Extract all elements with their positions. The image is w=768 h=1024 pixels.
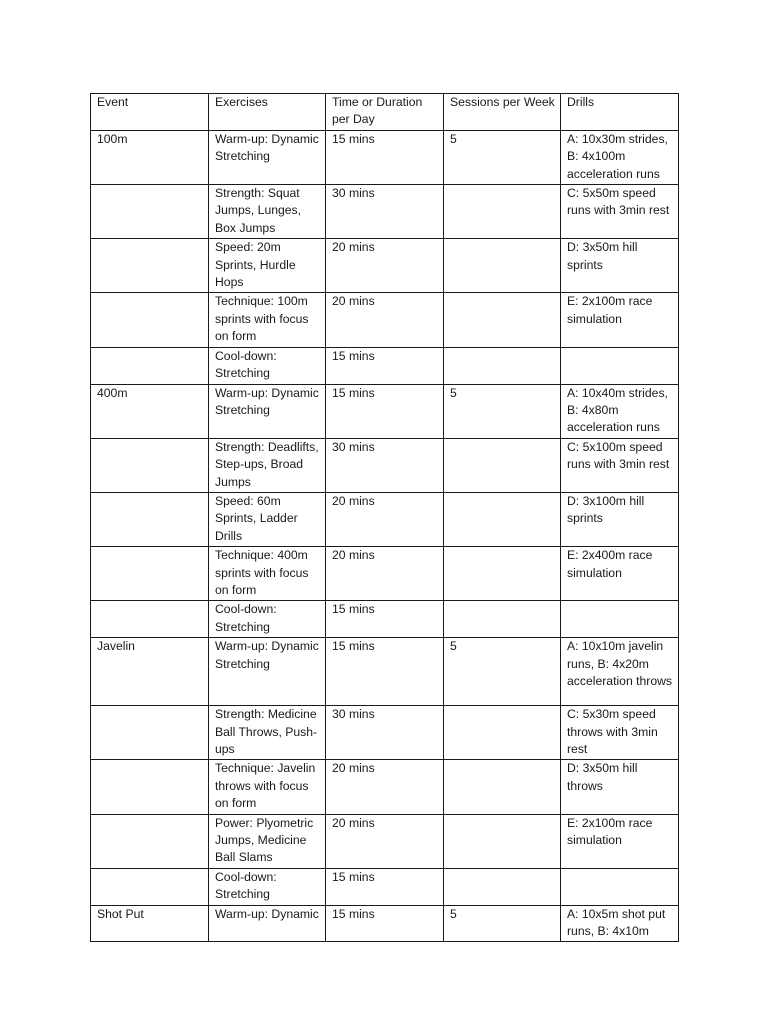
cell-sessions: 5 xyxy=(444,638,561,706)
table-row xyxy=(91,347,679,384)
table-body xyxy=(91,130,679,942)
cell-time: 15 mins xyxy=(326,130,444,184)
cell-sessions xyxy=(444,706,561,760)
cell-sessions xyxy=(444,438,561,492)
cell-time: 30 mins xyxy=(326,706,444,760)
table-row xyxy=(91,239,679,293)
cell-event xyxy=(91,814,209,868)
cell-exercise: Warm-up: Dynamic xyxy=(209,905,326,942)
cell-time: 20 mins xyxy=(326,239,444,293)
cell-sessions xyxy=(444,293,561,347)
cell-exercise: Power: Plyometric Jumps, Medicine Ball Slams xyxy=(209,814,326,868)
cell-time: 15 mins xyxy=(326,638,444,706)
cell-exercise: Strength: Medicine Ball Throws, Push-ups xyxy=(209,706,326,760)
cell-event xyxy=(91,760,209,814)
cell-event xyxy=(91,239,209,293)
cell-event: Shot Put xyxy=(91,905,209,942)
cell-drills: D: 3x100m hill sprints xyxy=(561,492,679,546)
cell-time: 20 mins xyxy=(326,814,444,868)
cell-exercise: Strength: Squat Jumps, Lunges, Box Jumps xyxy=(209,185,326,239)
cell-event: Javelin xyxy=(91,638,209,706)
cell-exercise: Technique: 100m sprints with focus on form xyxy=(209,293,326,347)
cell-exercise: Warm-up: Dynamic Stretching xyxy=(209,638,326,706)
cell-drills: A: 10x40m strides, B: 4x80m acceleration runs xyxy=(561,384,679,438)
cell-time: 15 mins xyxy=(326,347,444,384)
cell-event: 100m xyxy=(91,130,209,184)
table-row xyxy=(91,814,679,868)
cell-sessions xyxy=(444,185,561,239)
cell-exercise: Technique: 400m sprints with focus on form xyxy=(209,547,326,601)
cell-drills xyxy=(561,601,679,638)
cell-drills: D: 3x50m hill throws xyxy=(561,760,679,814)
cell-drills: C: 5x100m speed runs with 3min rest xyxy=(561,438,679,492)
cell-sessions: 5 xyxy=(444,905,561,942)
cell-exercise: Strength: Deadlifts, Step-ups, Broad Jumps xyxy=(209,438,326,492)
cell-exercise: Cool-down: Stretching xyxy=(209,601,326,638)
cell-time: 15 mins xyxy=(326,905,444,942)
cell-drills xyxy=(561,347,679,384)
cell-time: 30 mins xyxy=(326,185,444,239)
cell-event xyxy=(91,347,209,384)
table-row xyxy=(91,130,679,184)
header-event: Event xyxy=(91,94,209,131)
cell-sessions: 5 xyxy=(444,130,561,184)
cell-event xyxy=(91,185,209,239)
header-row xyxy=(91,94,679,131)
cell-sessions xyxy=(444,492,561,546)
training-schedule-table xyxy=(90,93,679,942)
cell-sessions xyxy=(444,239,561,293)
cell-drills: E: 2x400m race simulation xyxy=(561,547,679,601)
cell-event xyxy=(91,492,209,546)
cell-exercise: Speed: 20m Sprints, Hurdle Hops xyxy=(209,239,326,293)
cell-time: 20 mins xyxy=(326,547,444,601)
cell-time: 15 mins xyxy=(326,384,444,438)
cell-exercise: Cool-down: Stretching xyxy=(209,347,326,384)
cell-drills: A: 10x5m shot put runs, B: 4x10m xyxy=(561,905,679,942)
cell-sessions xyxy=(444,760,561,814)
cell-event: 400m xyxy=(91,384,209,438)
cell-time: 15 mins xyxy=(326,868,444,905)
table-row xyxy=(91,905,679,942)
table-row xyxy=(91,492,679,546)
cell-sessions xyxy=(444,347,561,384)
cell-sessions xyxy=(444,814,561,868)
header-time: Time or Duration per Day xyxy=(326,94,444,131)
cell-time: 20 mins xyxy=(326,760,444,814)
cell-event xyxy=(91,868,209,905)
table-row xyxy=(91,384,679,438)
cell-exercise: Warm-up: Dynamic Stretching xyxy=(209,130,326,184)
cell-drills: C: 5x30m speed throws with 3min rest xyxy=(561,706,679,760)
table-row xyxy=(91,706,679,760)
cell-drills: C: 5x50m speed runs with 3min rest xyxy=(561,185,679,239)
cell-sessions xyxy=(444,547,561,601)
cell-time: 30 mins xyxy=(326,438,444,492)
header-sessions: Sessions per Week xyxy=(444,94,561,131)
cell-drills: D: 3x50m hill sprints xyxy=(561,239,679,293)
header-exercises: Exercises xyxy=(209,94,326,131)
cell-drills: E: 2x100m race simulation xyxy=(561,814,679,868)
table-header xyxy=(91,94,679,131)
table-row xyxy=(91,868,679,905)
cell-event xyxy=(91,547,209,601)
header-drills: Drills xyxy=(561,94,679,131)
table-row xyxy=(91,638,679,706)
table-row xyxy=(91,547,679,601)
table-row xyxy=(91,293,679,347)
cell-drills xyxy=(561,868,679,905)
table-row xyxy=(91,760,679,814)
table-row xyxy=(91,185,679,239)
cell-event xyxy=(91,706,209,760)
cell-sessions xyxy=(444,868,561,905)
cell-time: 20 mins xyxy=(326,492,444,546)
cell-exercise: Cool-down: Stretching xyxy=(209,868,326,905)
cell-exercise: Warm-up: Dynamic Stretching xyxy=(209,384,326,438)
table-row xyxy=(91,438,679,492)
cell-drills: E: 2x100m race simulation xyxy=(561,293,679,347)
cell-event xyxy=(91,293,209,347)
cell-sessions xyxy=(444,601,561,638)
cell-drills: A: 10x30m strides, B: 4x100m acceleration runs xyxy=(561,130,679,184)
cell-event xyxy=(91,438,209,492)
cell-event xyxy=(91,601,209,638)
cell-exercise: Speed: 60m Sprints, Ladder Drills xyxy=(209,492,326,546)
cell-time: 20 mins xyxy=(326,293,444,347)
cell-time: 15 mins xyxy=(326,601,444,638)
cell-exercise: Technique: Javelin throws with focus on form xyxy=(209,760,326,814)
cell-drills: A: 10x10m javelin runs, B: 4x20m acceleration throws xyxy=(561,638,679,706)
table-row xyxy=(91,601,679,638)
cell-sessions: 5 xyxy=(444,384,561,438)
